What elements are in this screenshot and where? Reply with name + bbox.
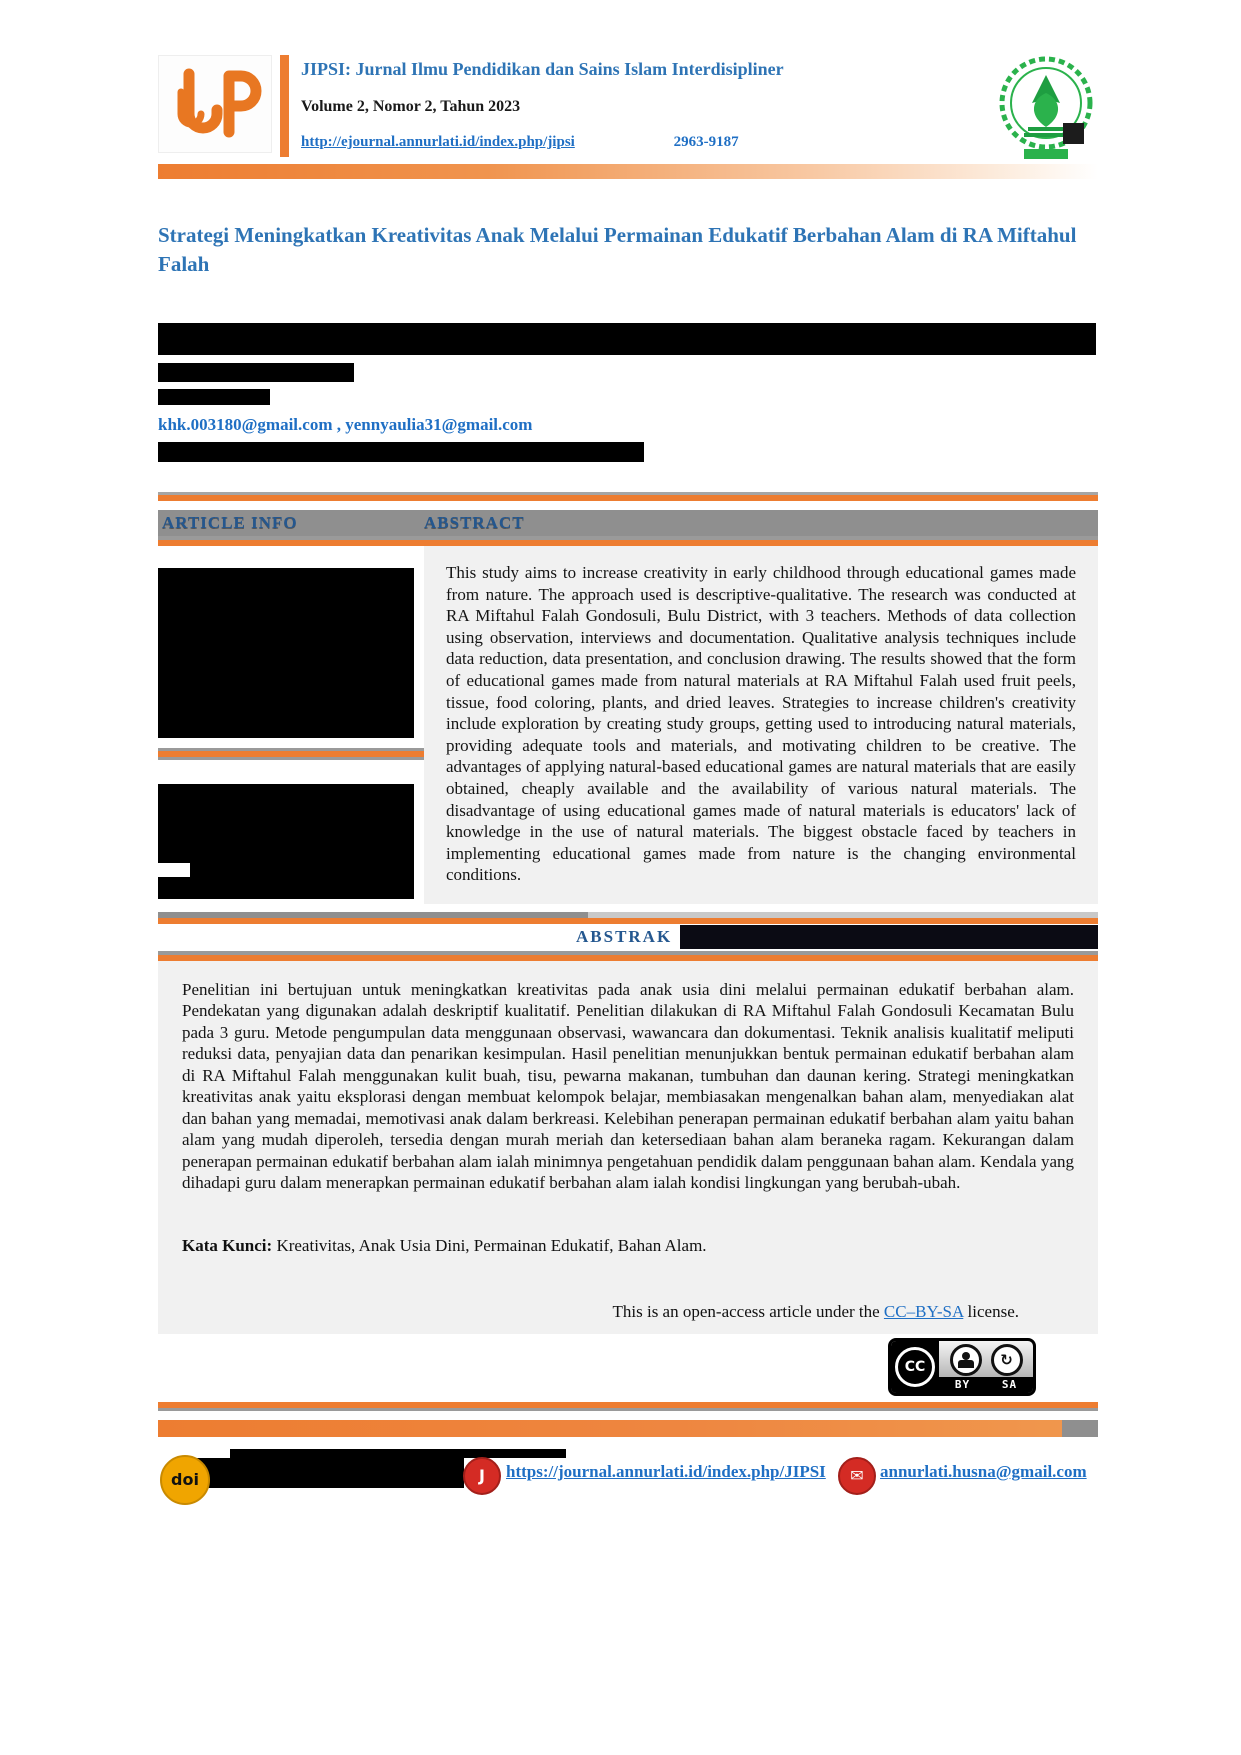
by-person-icon [950, 1344, 982, 1376]
redacted-keywords [158, 784, 414, 899]
abstrak-text: Penelitian ini bertujuan untuk meningkatkan kreativitas pada anak usia dini melalui permainan edukatif berbahan alam. Pendekatan yang digunakan adalah deskriptif kualitatif. Penelitian dilakukan di RA Miftahul Falah Gondosuli Kecamatan Bulu pada 3 guru. Metode pengumpulan data menggunaan observasi, wawancara dan dokumentasi. Teknik analisis kualitatif meliputi reduksi data, penyajian data dan penarikan kesimpulan. Hasil penelitian menunjukkan bentuk permainan edukatif berbahan alam di RA Miftahul Falah menggunakan kulit buah, tisu, pewarna makanan, tumbuhan dan daunan kering. Strategi meningkatkan kreativitas anak yaitu eksplorasi dengan membuat kelompok belajar, membiasakan mengenalkan bahan alam, menyediakan alat dan bahan yang memadai, memotivasi anak dalam berkreasi. Kelebihan penerapan permainan edukatif berbahan alam yaitu bahan alam yang mudah diperoleh, tersedia dengan murah meriah dan ketersediaan bahan alam beraneka ragam. Kekurangan dalam penerapan permainan edukatif berbahan alam ialah minimnya pengetahuan pendidik dalam penggunaan bahan alam. Kendala yang dihadapi guru dalam menerapkan permainan edukatif berbahan alam ialah kondisi lingkungan yang berubah-ubah. [182, 979, 1074, 1193]
redacted-header-bar [680, 925, 1098, 949]
abstrak-heading: ABSTRAK [576, 927, 673, 947]
band-rule [158, 536, 1098, 546]
page-footer [158, 1449, 1098, 1513]
article-info-heading: ARTICLE INFO [162, 513, 298, 532]
email-icon: ✉ [838, 1457, 876, 1495]
redacted-mark [1063, 123, 1084, 144]
abstrak-bottom-rule [158, 951, 1098, 961]
license-prefix: This is an open-access article under the [612, 1301, 884, 1321]
abstract-heading: ABSTRACT [424, 513, 525, 532]
cc-badge-labels [939, 1377, 1033, 1393]
keywords-value: Kreativitas, Anak Usia Dini, Permainan Edukatif, Bahan Alam. [272, 1235, 707, 1255]
redacted-doi-line [230, 1449, 566, 1458]
keywords-label: Kata Kunci: [182, 1235, 273, 1255]
sa-arrow-icon: ↻ [991, 1344, 1023, 1376]
bottom-gradient-bar [158, 1420, 1098, 1437]
cc-by-sa-badge[interactable] [888, 1338, 1036, 1396]
cc-by-sa-link[interactable]: CC–BY-SA [883, 1301, 964, 1321]
abstract-text: This study aims to increase creativity in early childhood through educational games made from nature. The approach used is descriptive-qualitative. The research was conducted at RA Miftahul Falah Gondosuli, Bulu District, with 3 teachers. Methods of data collection using observation, interviews and documentation. Qualitative analysis techniques include data reduction, data presentation, and conclusion drawing. The results showed that the form of educational games made from natural materials at RA Miftahul Falah used fruit peels, tissue, food coloring, plants, and dried leaves. Strategies to increase children's creativity include exploration by creating study groups, getting used to introducing natural materials, providing adequate tools and materials, and motivating children to be creative. The advantages of applying natural-based educational games are natural materials that are easily obtained, cheaply available and the availability of various natural materials. The disadvantage of using educational games made of natural materials is educators' lack of knowledge in the use of natural materials. The biggest obstacle faced by teachers in implementing educational games made from nature is the changing environmental conditions. [446, 563, 1076, 885]
license-suffix: license. [963, 1301, 1019, 1321]
redacted-affiliation-2 [158, 389, 270, 405]
by-label: BY [954, 1378, 971, 1392]
footer-journal-link[interactable]: https://journal.annurlati.id/index.php/JIPSI [506, 1461, 826, 1481]
journal-volume-line: Volume 2, Nomor 2, Tahun 2023 [301, 98, 521, 115]
cc-circle: CC [895, 1347, 935, 1387]
institution-emblem [994, 53, 1098, 163]
institution-emblem-icon [994, 53, 1098, 163]
doi-icon[interactable]: doi [160, 1455, 210, 1505]
redacted-authors [158, 323, 1096, 355]
journal-header [158, 55, 1098, 157]
header-divider [280, 55, 289, 157]
redacted-article-history [158, 568, 414, 738]
footer-email-link[interactable]: annurlati.husna@gmail.com [880, 1461, 1087, 1481]
redacted-doi-link [182, 1458, 464, 1488]
section-rule [158, 492, 1098, 501]
journal-url-line [301, 134, 994, 151]
sa-label: SA [1001, 1378, 1018, 1392]
redaction-notch [158, 863, 190, 877]
abstract-box [424, 546, 1098, 904]
info-abstract-band [158, 510, 1098, 536]
journal-logo [158, 55, 272, 153]
journal-issn: 2963-9187 [673, 134, 739, 150]
article-info-column [158, 546, 424, 904]
abstrak-header-row [158, 924, 1098, 951]
rule-gray-right [588, 912, 1098, 918]
bottom-rule [158, 1402, 1098, 1411]
header-gradient-band [158, 164, 1098, 179]
redacted-correspondence [158, 442, 644, 462]
redacted-affiliation-1 [158, 363, 354, 382]
journal-title: JIPSI: Jurnal Ilmu Pendidikan dan Sains Islam Interdisipliner [301, 59, 784, 79]
gray-cap [1062, 1420, 1098, 1437]
keywords-line [182, 1236, 1074, 1256]
article-title: Strategi Meningkatkan Kreativitas Anak Melalui Permainan Edukatif Berbahan Alam di RA Miftahul Falah [158, 223, 1077, 276]
journal-url-link[interactable]: http://ejournal.annurlati.id/index.php/jipsi [301, 134, 575, 150]
jipsi-logo-icon [167, 62, 263, 146]
author-emails[interactable]: khk.003180@gmail.com , yennyaulia31@gmail.com [158, 415, 533, 434]
abstrak-box [158, 961, 1098, 1334]
rule-gray-left [158, 912, 588, 918]
license-line [182, 1302, 1074, 1322]
cc-icon [891, 1341, 939, 1393]
journal-site-icon: J [463, 1457, 501, 1495]
abstrak-top-rule [158, 912, 1098, 918]
article-info-divider [158, 748, 424, 760]
